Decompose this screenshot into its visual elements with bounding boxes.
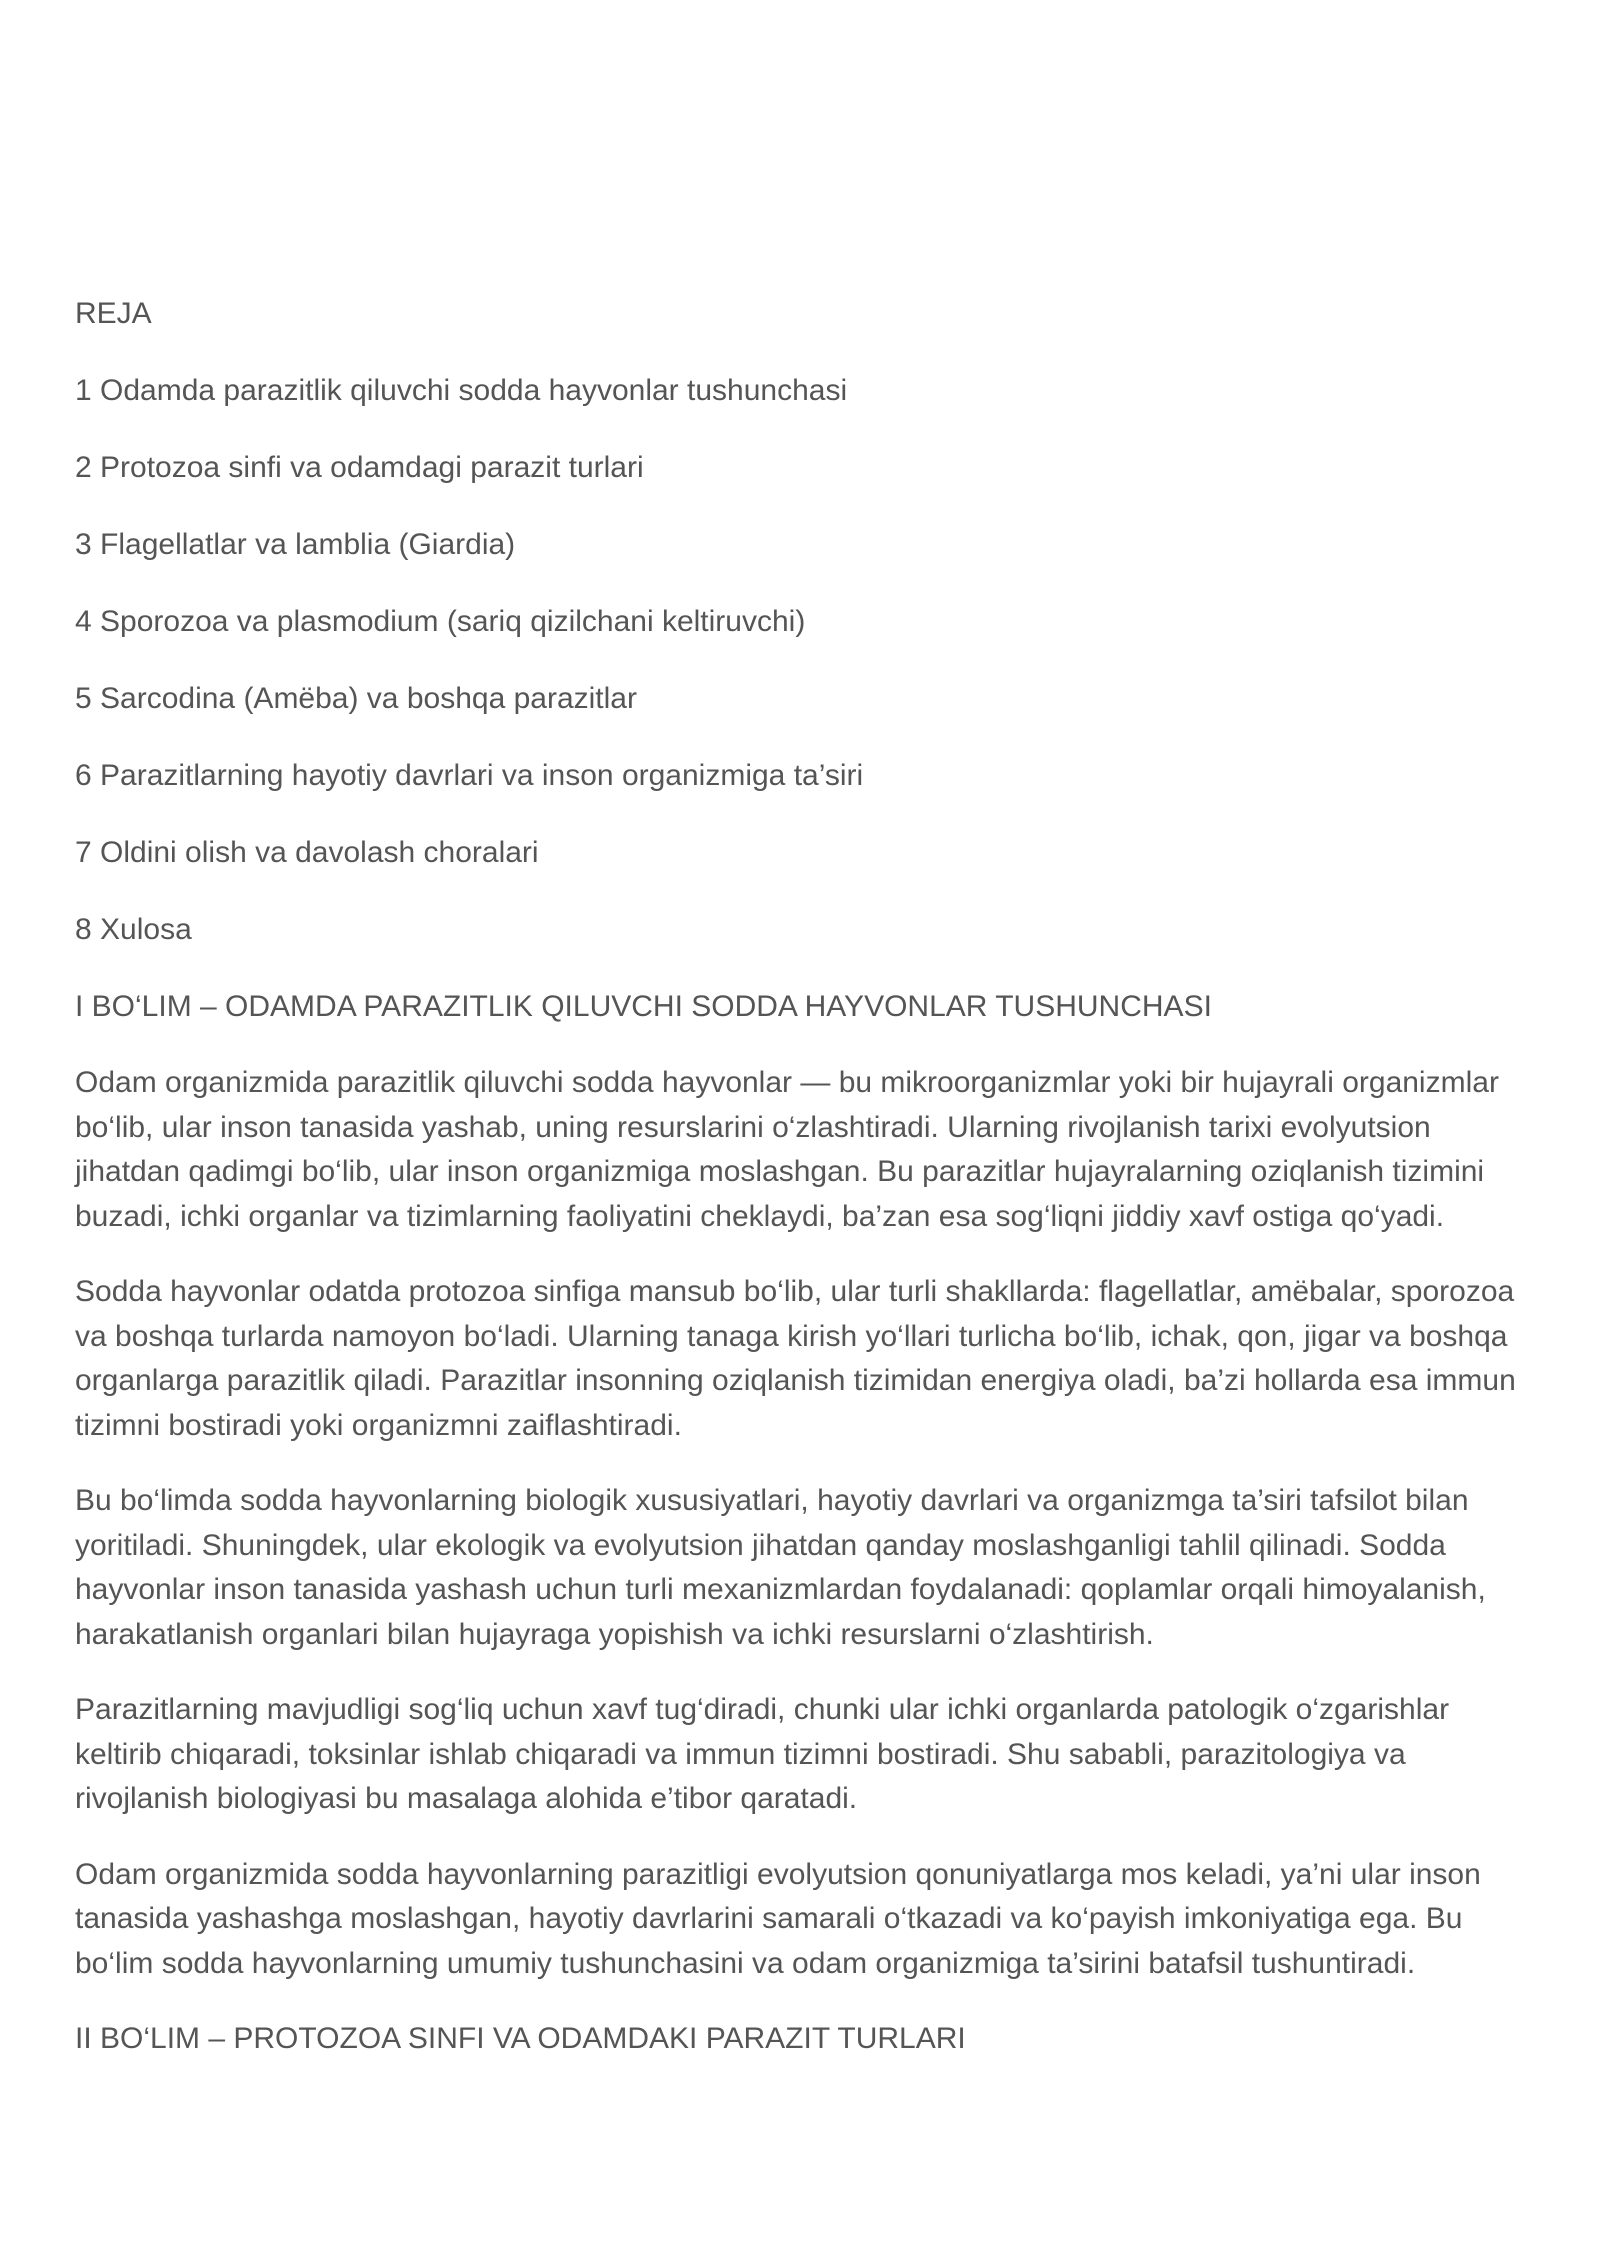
plan-item-2: 2 Protozoa sinfi va odamdagi parazit turlari <box>75 451 644 484</box>
section-1-paragraph-3: Bu bo‘limda sodda hayvonlarning biologik xususiyatlari, hayotiy davrlari va organizmga ta’siri tafsilot bilan yoritiladi. Shuningdek, ular ekologik va evolyutsion jihatdan qanday moslashganligi tahlil qilinadi. Sodda hayvonlar inson tanasida yashash uchun turli mexanizmlardan foydalanadi: qoplamlar orqali himoyalanish, harakatlanish organlari bilan hujayraga yopishish va ichki resurslarni o‘zlashtirish. <box>75 1484 1486 1651</box>
section-1-heading: I BO‘LIM – ODAMDA PARAZITLIK QILUVCHI SODDA HAYVONLAR TUSHUNCHASI <box>75 990 1212 1023</box>
plan-item-4: 4 Sporozoa va plasmodium (sariq qizilchani keltiruvchi) <box>75 605 806 638</box>
section-2-heading: II BO‘LIM – PROTOZOA SINFI VA ODAMDAKI PARAZIT TURLARI <box>75 2022 966 2055</box>
section-1-paragraph-5: Odam organizmida sodda hayvonlarning parazitligi evolyutsion qonuniyatlarga mos keladi, ya’ni ular inson tanasida yashashga moslashgan, hayotiy davrlarini samarali o‘tkazadi va ko‘payish imkoniyatiga ega. Bu bo‘lim sodda hayvonlarning umumiy tushunchasini va odam organizmiga ta’sirini batafsil tushuntiradi. <box>75 1857 1481 1980</box>
plan-item-6: 6 Parazitlarning hayotiy davrlari va inson organizmiga ta’siri <box>75 759 864 792</box>
section-1-paragraph-2: Sodda hayvonlar odatda protozoa sinfiga mansub bo‘lib, ular turli shakllarda: flagellatlar, amёbalar, sporozoa va boshqa turlarda namoyon bo‘ladi. Ularning tanaga kirish yo‘llari turlicha bo‘lib, ichak, qon, jigar va boshqa organlarga parazitlik qiladi. Parazitlar insonning oziqlanish tizimidan energiya oladi, ba’zi hollarda esa immun tizimni bostiradi yoki organizmni zaiflashtiradi. <box>75 1275 1516 1442</box>
plan-item-1: 1 Odamda parazitlik qiluvchi sodda hayvonlar tushunchasi <box>75 374 848 407</box>
section-1-paragraph-4: Parazitlarning mavjudligi sog‘liq uchun xavf tug‘diradi, chunki ular ichki organlarda patologik o‘zgarishlar keltirib chiqaradi, toksinlar ishlab chiqaradi va immun tizimni bostiradi. Shu sababli, parazitologiya va rivojlanish biologiyasi bu masalaga alohida e’tibor qaratadi. <box>75 1693 1450 1815</box>
plan-item-8: 8 Xulosa <box>75 913 192 946</box>
section-1-paragraph-1: Odam organizmida parazitlik qiluvchi sodda hayvonlar — bu mikroorganizmlar yoki bir hujayrali organizmlar bo‘lib, ular inson tanasida yashab, uning resurslarini o‘zlashtiradi. Ularning rivojlanish tarixi evolyutsion jihatdan qadimgi bo‘lib, ular inson organizmiga moslashgan. Bu parazitlar hujayralarning oziqlanish tizimini buzadi, ichki organlar va tizimlarning faoliyatini cheklaydi, ba’zan esa sog‘liqni jiddiy xavf ostiga qo‘yadi. <box>75 1066 1499 1233</box>
plan-item-7: 7 Oldini olish va davolash choralari <box>75 836 539 869</box>
plan-item-3: 3 Flagellatlar va lamblia (Giardia) <box>75 528 516 561</box>
plan-title: REJA <box>75 297 152 330</box>
plan-item-5: 5 Sarcodina (Amёba) va boshqa parazitlar <box>75 682 637 715</box>
document-body <box>75 292 1535 2093</box>
